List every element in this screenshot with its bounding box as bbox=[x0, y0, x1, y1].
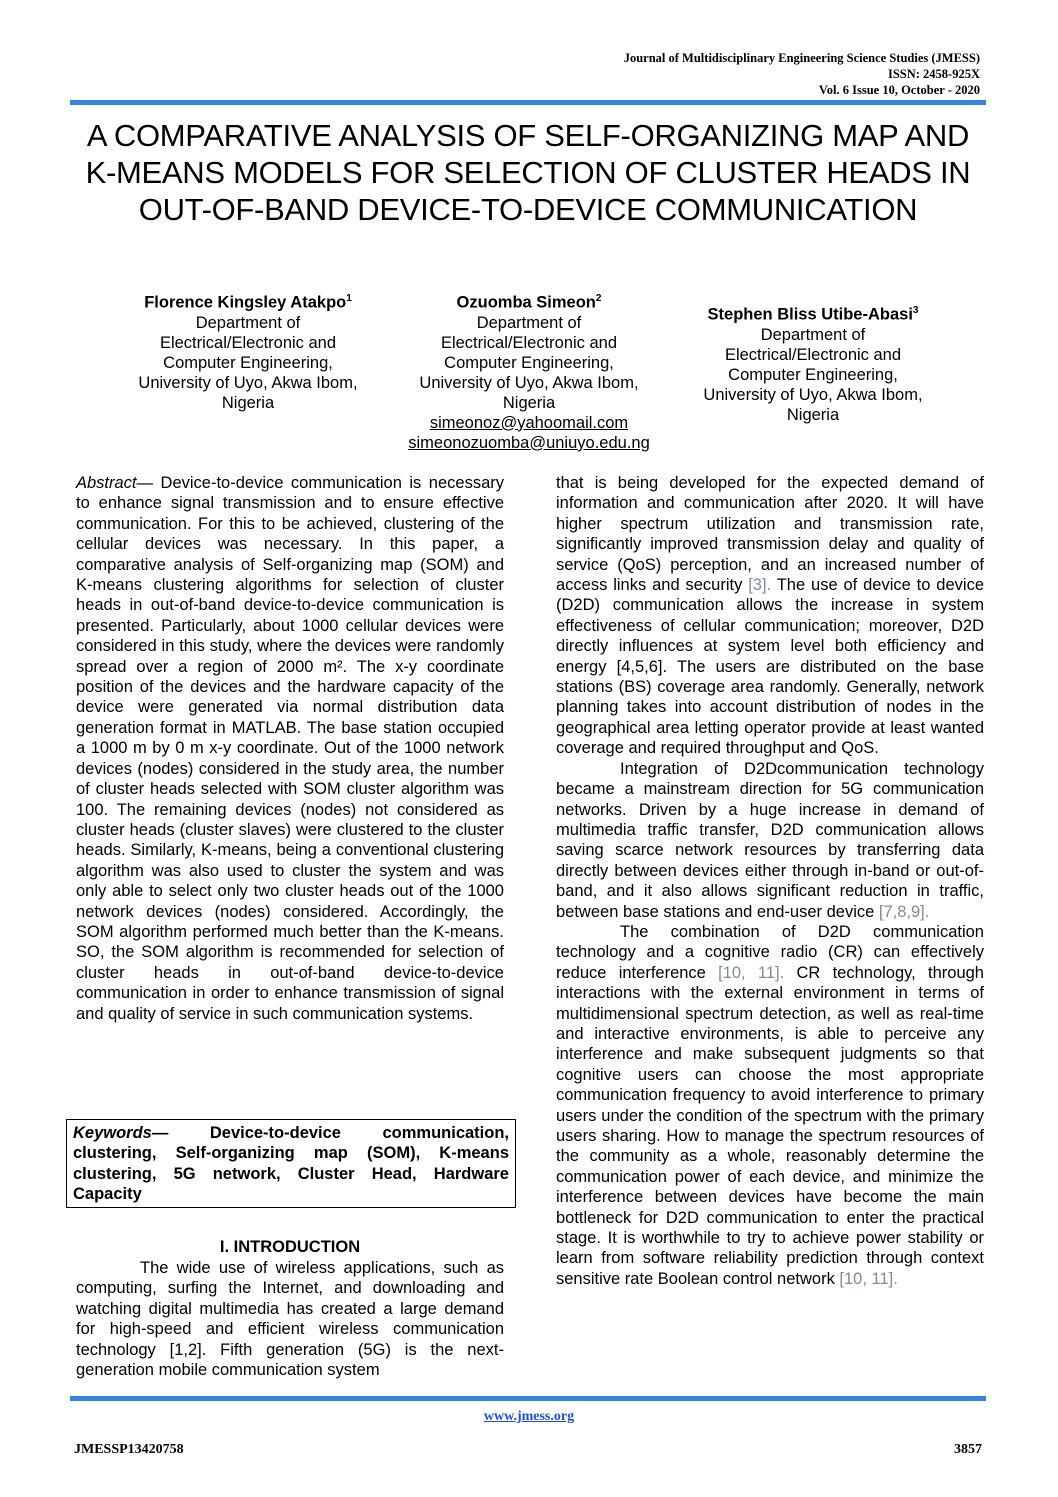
abstract bbox=[76, 473, 504, 1024]
citation: [7,8,9]. bbox=[878, 902, 930, 921]
affiliation-line: Computer Engineering, bbox=[728, 365, 898, 384]
keywords-text: Device-to-device communication, clustering, Self-organizing map (SOM), K-means clustering, 5G network, Cluster Head, Hardware Capacity bbox=[73, 1124, 509, 1204]
right-column bbox=[556, 473, 984, 1289]
paragraph-2: Integration of D2Dcommunication technology became a mainstream direction for 5G communication networks. Driven by a huge increase in demand of multimedia traffic transfer, D2D communication allows saving scarce network resources by transferring data directly between devices either through in-band or out-of-band, and it also allows significant reduction in traffic, between base stations and end-user device [7,8,9]. bbox=[556, 759, 984, 921]
section-heading: I. INTRODUCTION bbox=[219, 1238, 361, 1256]
affiliation-line: University of Uyo, Akwa Ibom, bbox=[419, 373, 639, 392]
keywords-box bbox=[66, 1119, 516, 1208]
affiliation-line: Electrical/Electronic and bbox=[440, 333, 618, 352]
page-number: 3857 bbox=[954, 1442, 982, 1457]
email-link[interactable]: simeonoz@yahoomail.com bbox=[429, 413, 629, 432]
footer-rule bbox=[70, 1396, 986, 1401]
citation: [3]. bbox=[748, 576, 772, 595]
paragraph-1: that is being developed for the expected demand of information and communication after 2020. It will have higher spectrum utilization and transmission rate, significantly improved transmission delay and quality of service (QoS) perception, and an increased number of access links and security [3]. The use of device to device (D2D) communication allows the increase in system effectiveness of cellular communication; moreover, D2D directly influences at system level both efficiency and energy [4,5,6]. The users are distributed on the base stations (BS) coverage area randomly. Generally, network planning takes into account distribution of nodes in the geographical area letting operator provide at least wanted coverage and required throughput and QoS. bbox=[556, 474, 985, 758]
author-name: Stephen Bliss Utibe-Abasi$^3$ bbox=[707, 305, 919, 324]
email-link[interactable]: simeonozuomba@uniuyo.edu.ng bbox=[408, 433, 650, 452]
author-2 bbox=[390, 289, 668, 453]
citation: [10, 11]. bbox=[718, 963, 785, 982]
abstract-label: Abstract— bbox=[76, 474, 154, 492]
citation: [10, 11]. bbox=[839, 1269, 898, 1288]
affiliation-line: University of Uyo, Akwa Ibom, bbox=[703, 385, 923, 404]
affiliation-line: University of Uyo, Akwa Ibom, bbox=[138, 373, 358, 392]
author-name: Ozuomba Simeon$^2$ bbox=[456, 293, 602, 312]
keywords-label: Keywords— bbox=[73, 1124, 169, 1142]
paragraph-3: The combination of D2D communication technology and a cognitive radio (CR) can effectively reduce interference [10, 11]. CR technology, through interactions with the external environment in terms of multidimensional spectrum detection, as well as real-time and interactive environments, is able to perceive any interference and make subsequent judgments so that cognitive users can choose the most appropriate communication frequency to avoid interference to primary users under the condition of the spectrum with the primary users sharing. How to manage the spectrum resources of the community as a whole, reasonably determine the communication power of each device, and minimize the interference between devices have become the main bottleneck for D2D communication to enter the practical stage. It is worthwhile to try to achieve power stability or learn from software reliability prediction through context sensitive rate Boolean control network [10, 11]. bbox=[556, 922, 984, 1288]
intro-left bbox=[76, 1258, 504, 1380]
affiliation-line: Electrical/Electronic and bbox=[724, 345, 902, 364]
intro-paragraph: The wide use of wireless applications, such as computing, surfing the Internet, and downloading and watching digital multimedia has created a large demand for high-speed and efficient wireless communication technology [1,2]. Fifth generation (5G) is the next-generation mobile communication system bbox=[76, 1259, 504, 1380]
paper-title: A COMPARATIVE ANALYSIS OF SELF-ORGANIZING MAP AND K-MEANS MODELS FOR SELECTION OF CLUSTER HEADS IN OUT-OF-BAND DEVICE-TO-DEVICE COMMUNICATION bbox=[85, 118, 971, 227]
affiliation-line: Nigeria bbox=[221, 393, 275, 412]
affiliation-line: Computer Engineering, bbox=[163, 353, 333, 372]
author-3 bbox=[680, 301, 946, 425]
journal-url-link[interactable]: www.jmess.org bbox=[483, 1409, 575, 1424]
affiliation-line: Computer Engineering, bbox=[444, 353, 614, 372]
header-rule bbox=[70, 100, 986, 105]
author-1 bbox=[120, 289, 376, 413]
author-name: Florence Kingsley Atakpo$^1$ bbox=[144, 293, 352, 312]
affiliation-line: Nigeria bbox=[502, 393, 556, 412]
affiliation-line: Electrical/Electronic and bbox=[159, 333, 337, 352]
affiliation-line: Department of bbox=[195, 313, 301, 332]
journal-volume: Vol. 6 Issue 10, October - 2020 bbox=[818, 83, 980, 97]
affiliation-line: Department of bbox=[476, 313, 582, 332]
abstract-text: Device-to-device communication is necessary to enhance signal transmission and to ensure effective communication. For this to be achieved, clustering of the cellular devices was necessary. In this paper, a comparative analysis of Self-organizing map (SOM) and K-means clustering algorithms for selection of cluster heads in out-of-band device-to-device communication is presented. Particularly, about 1000 cellular devices were considered in this study, where the devices were randomly spread over a region of 2000 m². The x-y coordinate position of the devices and the hardware capacity of the device were generated via normal distribution data generation format in MATLAB. The base station occupied a 1000 m by 0 m x-y coordinate. Out of the 1000 network devices (nodes) considered in the study area, the number of cluster heads selected with SOM cluster algorithm was 100. The remaining devices (nodes) not considered as cluster heads (cluster slaves) were clustered to the cluster heads. Similarly, K-means, being a conventional clustering algorithm was also used to cluster the system and was only able to select only two cluster heads out of the 1000 network devices (nodes) considered. Accordingly, the SOM algorithm performed much better than the K-means. SO, the SOM algorithm is recommended for selection of cluster heads in out-of-band device-to-device communication in order to enhance transmission of signal and quality of service in such communication systems. bbox=[76, 474, 504, 1023]
journal-name: Journal of Multidisciplinary Engineering Science Studies (JMESS) bbox=[623, 51, 980, 65]
journal-header bbox=[624, 50, 980, 98]
paper-id: JMESSP13420758 bbox=[74, 1442, 184, 1457]
affiliation-line: Department of bbox=[760, 325, 866, 344]
journal-issn: ISSN: 2458-925X bbox=[887, 67, 980, 81]
affiliation-line: Nigeria bbox=[786, 405, 840, 424]
